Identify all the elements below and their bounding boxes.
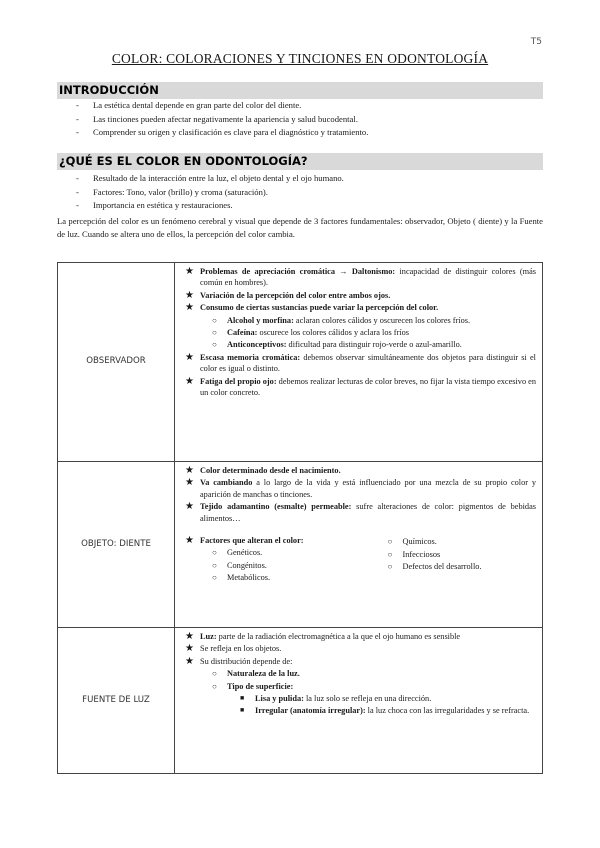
factors-table xyxy=(57,262,543,774)
sub-item: ○ Anticonceptivos: dificultad para distinguir rojo-verde o azul-amarillo. xyxy=(185,339,536,350)
row-label: FUENTE DE LUZ xyxy=(58,628,175,774)
list-item: - Comprender su origen y clasificación es clave para el diagnóstico y tratamiento. xyxy=(76,127,369,137)
list-item: ★ Fatiga del propio ojo: debemos realizar lecturas de color breves, no fijar la vista tiempo excesivo en un color concreto. xyxy=(185,376,536,399)
row-label: OBSERVADOR xyxy=(58,263,175,462)
row-content xyxy=(175,628,543,774)
list-item: ★ Su distribución depende de: xyxy=(185,656,536,667)
table-row-fuente xyxy=(58,628,543,774)
sub-item: ○ Genéticos. xyxy=(185,547,361,558)
list-item: ★ Problemas de apreciación cromática → Daltonismo: incapacidad de distinguir colores (más común en hombres). xyxy=(185,266,536,289)
row-content xyxy=(175,263,543,462)
list-item: ★ Luz: parte de la radiación electromagnética a la que el ojo humano es sensible xyxy=(185,631,536,642)
section-heading-color: ¿QUÉ ES EL COLOR EN ODONTOLOGÍA? xyxy=(57,153,543,170)
color-list xyxy=(76,172,536,213)
list-item: - Las tinciones pueden afectar negativamente la apariencia y salud bucodental. xyxy=(76,113,358,124)
page-number: T5 xyxy=(530,37,542,47)
list-item: ★ Consumo de ciertas sustancias puede variar la percepción del color. xyxy=(185,302,536,313)
sub-item: ○ Tipo de superficie: xyxy=(185,681,536,692)
intro-list xyxy=(76,99,536,140)
row-content xyxy=(175,462,543,628)
color-paragraph: La percepción del color es un fenómeno cerebral y visual que depende de 3 factores fundamentales: observador, Objeto ( diente) y la Fuente de luz. Cuando se altera uno de ellos, la percepción del color cambia. xyxy=(57,216,543,239)
list-item: ★ Tejido adamantino (esmalte) permeable: sufre alteraciones de color: pigmentos de bebidas alimentos… xyxy=(185,501,536,524)
sub-item: ○ Defectos del desarrollo. xyxy=(361,561,537,572)
sub-item: ○ Cafeína: oscurece los colores cálidos y aclara los fríos xyxy=(185,327,536,338)
sub-sub-item: ■ Irregular (anatomía irregular): la luz choca con las irregularidades y se refracta. xyxy=(185,705,536,716)
sub-item: ○ Congénitos. xyxy=(185,560,361,571)
list-item: ★ Color determinado desde el nacimiento. xyxy=(185,465,536,476)
list-item: - Factores: Tono, valor (brillo) y croma (saturación). xyxy=(76,186,268,197)
section-heading-intro: INTRODUCCIÓN xyxy=(57,82,543,99)
table-row-objeto xyxy=(58,462,543,628)
list-item: - Importancia en estética y restauraciones. xyxy=(76,200,233,210)
sub-item: ○ Químicos. xyxy=(361,536,537,547)
sub-sub-item: ■ Lisa y pulida: la luz solo se refleja en una dirección. xyxy=(185,693,536,704)
page-title: COLOR: COLORACIONES Y TINCIONES EN ODONTOLOGÍA xyxy=(111,51,489,66)
list-item: ★ Va cambiando a lo largo de la vida y está influenciado por una mezcla de su propio color y aparición de manchas o tinciones. xyxy=(185,477,536,500)
row-label: OBJETO: DIENTE xyxy=(58,462,175,628)
sub-item: ○ Alcohol y morfina: aclaran colores cálidos y oscurecen los colores fríos. xyxy=(185,315,536,326)
list-item: ★ Escasa memoria cromática: debemos observar simultáneamente dos objetos para distinguir si el color es igual o distinto. xyxy=(185,352,536,375)
sub-item: ○ Infecciosos xyxy=(361,549,537,560)
factors-right xyxy=(361,536,537,584)
factors-left xyxy=(185,547,361,584)
list-item: ★ Variación de la percepción del color entre ambos ojos. xyxy=(185,290,536,301)
list-item: - La estética dental depende en gran parte del color del diente. xyxy=(76,100,302,110)
sub-item: ○ Naturaleza de la luz. xyxy=(185,668,536,679)
list-item: - Resultado de la interacción entre la luz, el objeto dental y el ojo humano. xyxy=(76,173,344,183)
list-item: ★ Se refleja en los objetos. xyxy=(185,643,536,654)
sub-item: ○ Metabólicos. xyxy=(185,572,361,583)
list-item: ★ Factores que alteran el color: xyxy=(185,535,536,546)
table-row-observador xyxy=(58,263,543,462)
